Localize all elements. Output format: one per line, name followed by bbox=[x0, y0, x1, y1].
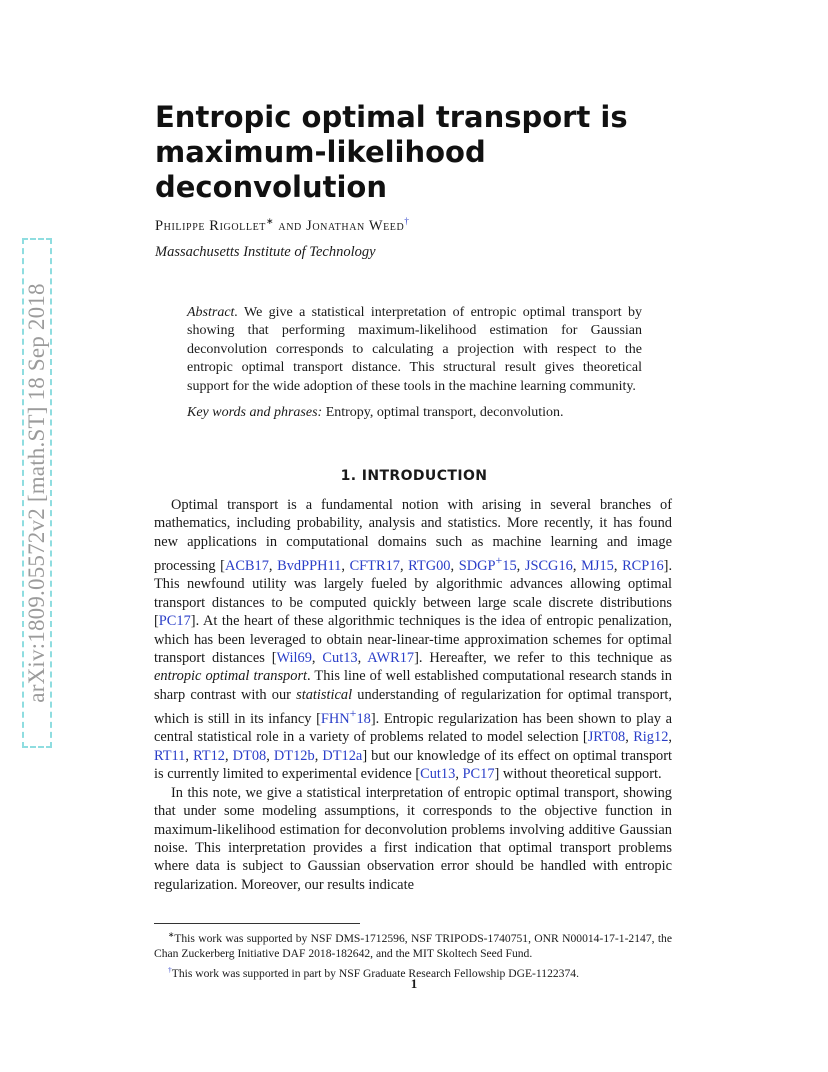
affiliation: Massachusetts Institute of Technology bbox=[155, 244, 376, 260]
citation-link[interactable]: RT11 bbox=[154, 747, 186, 764]
citation-link[interactable]: MJ15 bbox=[581, 558, 614, 575]
citation-link[interactable]: DT12a bbox=[322, 747, 363, 764]
abstract-label: Abstract. bbox=[187, 305, 238, 320]
citation-link[interactable]: DT12b bbox=[273, 747, 315, 764]
body-text bbox=[154, 496, 672, 894]
paper-title: Entropic optimal transport is maximum-likelihood deconvolution bbox=[155, 100, 628, 204]
text-run: . This line of well established computational research stands in sharp contrast with our bbox=[154, 668, 672, 703]
citation-link[interactable] bbox=[320, 706, 371, 728]
citation-link[interactable]: Cut13 bbox=[322, 650, 358, 667]
text-run: Optimal transport is a fundamental notion with arising in several branches of mathematics, including probability, analysis and statistics. More recently, it has found new applications in computational domains such as machine learning and image processing [ bbox=[154, 497, 672, 575]
text-run: ] but our knowledge of its effect on optimal transport is currently limited to experimental evidence [ bbox=[154, 747, 672, 783]
footnote-mark: ∗ bbox=[168, 930, 175, 939]
text-run: ]. Hereafter, we refer to this technique as bbox=[414, 650, 672, 667]
author2-footnote-mark[interactable]: † bbox=[404, 216, 410, 226]
footnotes bbox=[154, 927, 672, 981]
footnote-mark: † bbox=[168, 964, 172, 974]
page-number: 1 bbox=[410, 976, 418, 991]
citation-link[interactable]: JSCG16 bbox=[524, 558, 573, 575]
citation-sup: + bbox=[349, 706, 357, 721]
emphasis: entropic optimal transport bbox=[154, 668, 308, 685]
author-and: and bbox=[274, 217, 307, 234]
citation-link[interactable]: JRT08 bbox=[587, 729, 626, 746]
citation-text: FHN bbox=[320, 711, 350, 728]
paragraph-1: Optimal transport is a fundamental notion with arising in several branches of mathematics, including probability, analysis and statistics. More recently, it has found new applications in computational domains such as machine learning and image processing [ACB17, BvdPPH11, CFTR17, RTG00, SDGP+15, JSCG16, MJ15, RCP16]. This newfound utility was largely fueled by algorithmic advances allowing optimal transport distances to be computed quickly between large scale discrete distributions [PC17]. At the heart of these algorithmic techniques is the idea of entropic penalization, which has been leveraged to obtain near-linear-time approximation schemes for optimal transport distances [Wil69, Cut13, AWR17]. Hereafter, we refer to this technique as entropic optimal transport. This line of well established computational research stands in sharp contrast with our statistical understanding of regularization for optimal transport, which is still in its infancy [FHN+18]. Entropic regularization has been shown to play a central statistical role in a variety of problems related to model selection [JRT08, Rig12, RT11, RT12, DT08, DT12b, DT12a] but our knowledge of its effect on optimal transport is currently limited to experimental evidence [Cut13, PC17] without theoretical support. bbox=[154, 497, 673, 783]
citation-link[interactable]: AWR17 bbox=[367, 650, 415, 667]
keywords-text: Entropy, optimal transport, deconvolution. bbox=[322, 405, 564, 421]
citation-link[interactable]: PC17 bbox=[462, 766, 495, 783]
abstract-text: We give a statistical interpretation of entropic optimal transport by showing that performing maximum-likelihood estimation for Gaussian deconvolution corresponds to calculating a projection with respect to the entropic optimal transport distance. This structural result gives theoretical support for the wide adoption of these tools in the machine learning community. bbox=[187, 305, 642, 394]
text-run: understanding of regularization for optimal transport, which is still in its infancy [ bbox=[154, 686, 672, 728]
section-heading: 1. INTRODUCTION bbox=[340, 468, 488, 484]
text-run: ]. This newfound utility was largely fueled by algorithmic advances allowing optimal transport distances to be computed quickly between large scale discrete distributions [ bbox=[154, 558, 673, 630]
author-rigollet: Philippe Rigollet bbox=[155, 217, 266, 234]
citation-text: SDGP bbox=[458, 558, 496, 575]
text-run: ] without theoretical support. bbox=[494, 766, 662, 783]
footnote-rule bbox=[154, 923, 360, 924]
arxiv-stamp-text: arXiv:1809.05572v2 [math.ST] 18 Sep 2018 bbox=[24, 283, 49, 703]
citation-link[interactable]: BvdPPH11 bbox=[277, 558, 342, 575]
abstract bbox=[187, 304, 642, 422]
author1-footnote-mark[interactable]: ∗ bbox=[266, 216, 275, 226]
author-line bbox=[155, 216, 409, 235]
citation-link[interactable]: CFTR17 bbox=[349, 558, 400, 575]
footnote-text: This work was supported in part by NSF Graduate Research Fellowship DGE-1122374. bbox=[171, 966, 579, 980]
footnote-text: This work was supported by NSF DMS-1712596, NSF TRIPODS-1740751, ONR N00014-17-1-2147, the Chan Zuckerberg Initiative DAF 2018-182642, and the MIT Skoltech Seed Fund. bbox=[154, 931, 672, 961]
text-run: ]. At the heart of these algorithmic techniques is the idea of entropic penalization, which has been leveraged to obtain near-linear-time approximation schemes for optimal transport distances [ bbox=[154, 613, 672, 667]
citation-link[interactable]: RCP16 bbox=[622, 558, 664, 575]
citation-text: 15 bbox=[502, 558, 517, 575]
citation-link[interactable]: RT12 bbox=[193, 747, 225, 764]
emphasis: statistical bbox=[296, 686, 353, 703]
paragraph-2: In this note, we give a statistical interpretation of entropic optimal transport, showing that under some modeling assumptions, it corresponds to the objective function in maximum-likelihood estimation for deconvolution problems involving additive Gaussian noise. This interpretation provides a first indication that optimal transport problems where data is subject to Gaussian observation error should be handled with entropic regularization. Moreover, our results indicate bbox=[154, 784, 672, 893]
citation-link[interactable]: Cut13 bbox=[420, 766, 456, 783]
citation-link[interactable]: DT08 bbox=[232, 747, 267, 764]
text-run: ]. Entropic regularization has been shown to play a central statistical role in a variety of problems related to model selection [ bbox=[154, 711, 672, 746]
footnote-1 bbox=[154, 927, 672, 962]
citation-link[interactable]: ACB17 bbox=[224, 558, 269, 575]
arxiv-stamp bbox=[22, 238, 52, 748]
citation-link[interactable]: Wil69 bbox=[276, 650, 312, 667]
citation-link[interactable]: RTG00 bbox=[408, 558, 451, 575]
citation-link[interactable] bbox=[458, 553, 517, 575]
citation-sup: + bbox=[495, 553, 503, 568]
citation-text: 18 bbox=[356, 711, 371, 728]
author-weed: Jonathan Weed bbox=[306, 217, 405, 234]
citation-link[interactable]: Rig12 bbox=[633, 729, 669, 746]
citation-link[interactable]: PC17 bbox=[158, 613, 191, 630]
keywords-label: Key words and phrases: bbox=[187, 405, 323, 421]
